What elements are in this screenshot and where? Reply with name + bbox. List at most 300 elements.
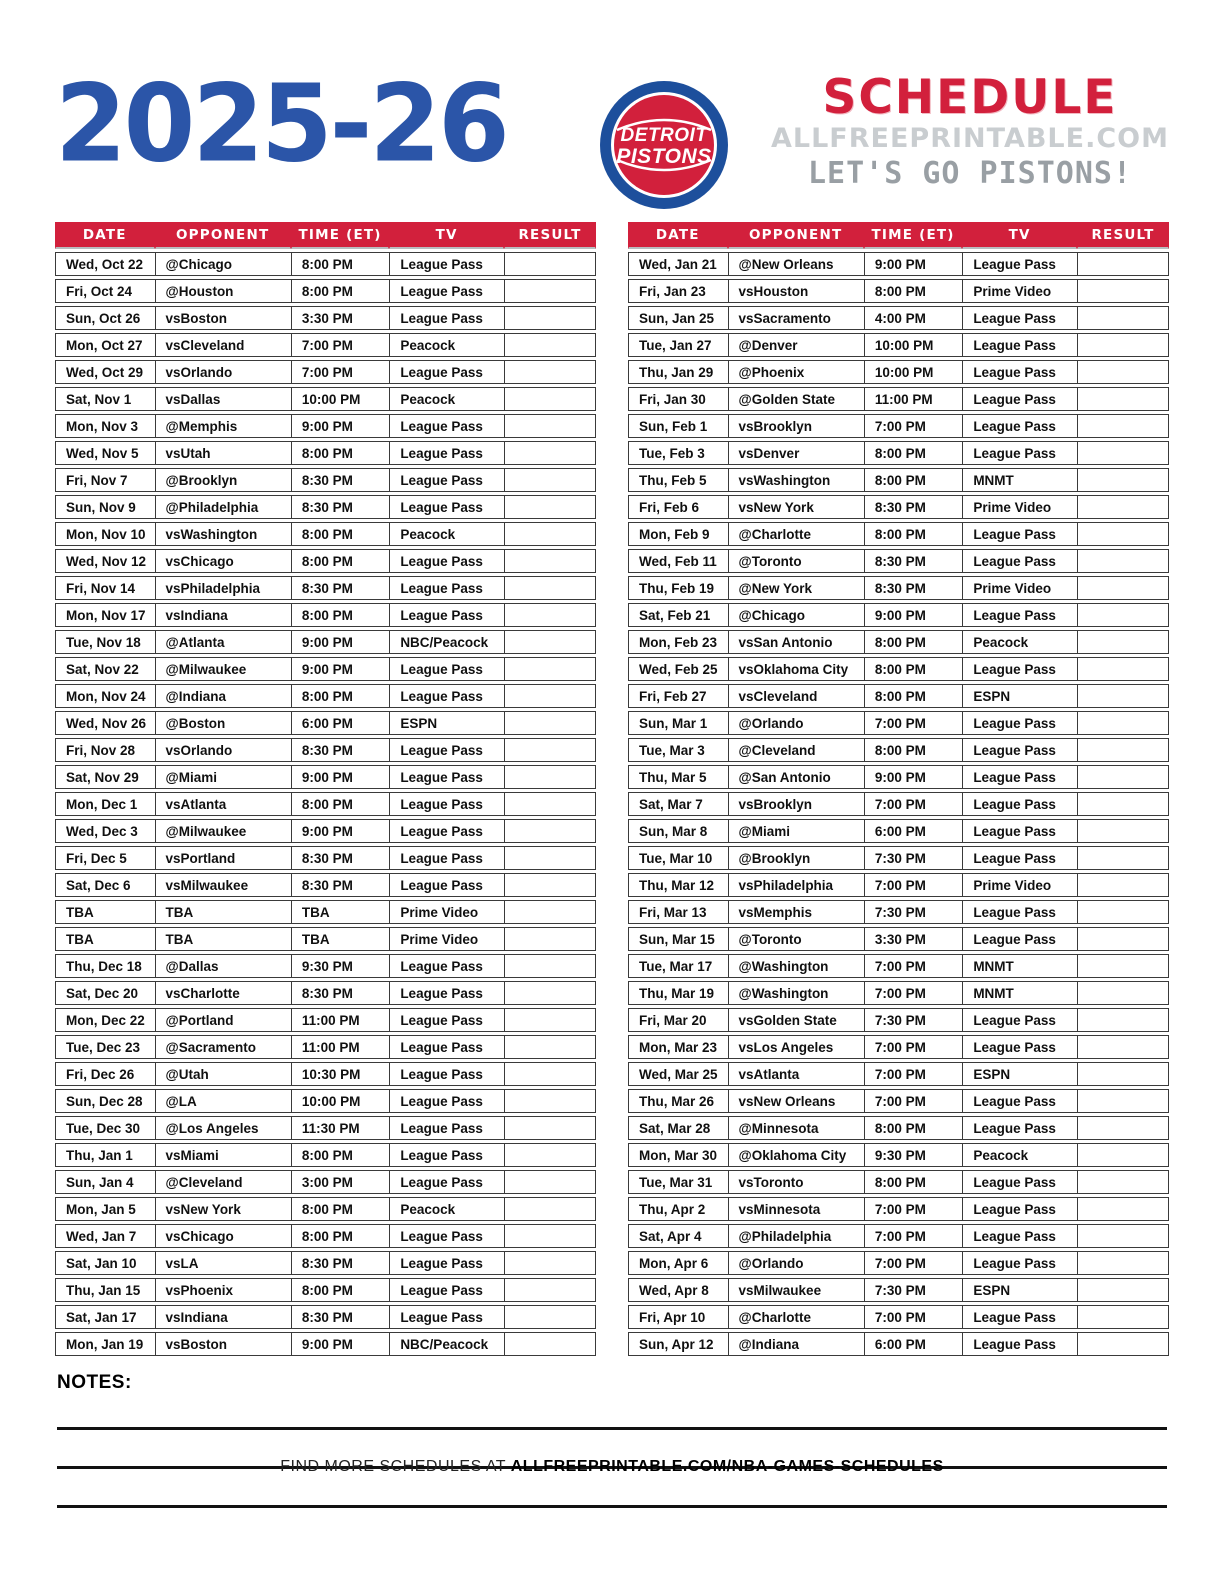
cell-tv: League Pass xyxy=(962,1224,1077,1248)
cell-tv: League Pass xyxy=(962,549,1077,573)
table-row xyxy=(628,252,1169,276)
cell-opponent: vsPhiladelphia xyxy=(728,873,864,897)
cell-tv: League Pass xyxy=(389,792,504,816)
cell-result xyxy=(504,765,596,789)
cell-opponent: @Oklahoma City xyxy=(728,1143,864,1167)
cell-opponent: @Charlotte xyxy=(728,1305,864,1329)
table-row xyxy=(55,549,596,573)
cell-date: Wed, Feb 25 xyxy=(628,657,728,681)
cell-result xyxy=(504,279,596,303)
cell-date: Tue, Dec 23 xyxy=(55,1035,155,1059)
cell-date: Sun, Nov 9 xyxy=(55,495,155,519)
table-row xyxy=(628,1089,1169,1113)
cell-result xyxy=(1077,1062,1169,1086)
cell-opponent: @Miami xyxy=(155,765,291,789)
cell-opponent: @Philadelphia xyxy=(728,1224,864,1248)
cell-result xyxy=(1077,765,1169,789)
cell-date: Sun, Dec 28 xyxy=(55,1089,155,1113)
cell-time: 7:30 PM xyxy=(864,846,962,870)
table-row xyxy=(55,819,596,843)
cell-tv: Prime Video xyxy=(962,495,1077,519)
cell-opponent: vsPhiladelphia xyxy=(155,576,291,600)
table-header-row xyxy=(628,222,1169,249)
cell-opponent: @Cleveland xyxy=(155,1170,291,1194)
cell-opponent: vsOrlando xyxy=(155,738,291,762)
cell-result xyxy=(1077,468,1169,492)
cell-time: 7:00 PM xyxy=(864,954,962,978)
cell-date: Fri, Jan 30 xyxy=(628,387,728,411)
cell-result xyxy=(504,387,596,411)
cell-tv: Prime Video xyxy=(389,900,504,924)
cell-result xyxy=(1077,279,1169,303)
cell-tv: League Pass xyxy=(962,1116,1077,1140)
cell-opponent: TBA xyxy=(155,927,291,951)
cell-time: 11:00 PM xyxy=(291,1035,389,1059)
cell-time: 8:00 PM xyxy=(291,279,389,303)
cell-result xyxy=(504,927,596,951)
cell-date: Mon, Nov 17 xyxy=(55,603,155,627)
table-row xyxy=(55,1035,596,1059)
cell-date: Mon, Dec 22 xyxy=(55,1008,155,1032)
cell-tv: League Pass xyxy=(389,1089,504,1113)
cell-date: Fri, Nov 14 xyxy=(55,576,155,600)
table-row xyxy=(628,522,1169,546)
cell-time: 8:00 PM xyxy=(864,522,962,546)
cell-tv: League Pass xyxy=(962,1305,1077,1329)
cell-tv: League Pass xyxy=(962,387,1077,411)
table-row xyxy=(55,1143,596,1167)
cell-opponent: vsAtlanta xyxy=(728,1062,864,1086)
cell-tv: Peacock xyxy=(962,630,1077,654)
cell-time: 6:00 PM xyxy=(291,711,389,735)
cell-result xyxy=(1077,684,1169,708)
cell-result xyxy=(1077,549,1169,573)
cell-opponent: vsChicago xyxy=(155,549,291,573)
table-row xyxy=(55,1197,596,1221)
table-row xyxy=(628,1332,1169,1356)
cell-date: Mon, Jan 19 xyxy=(55,1332,155,1356)
cell-tv: League Pass xyxy=(962,1251,1077,1275)
cell-time: 8:00 PM xyxy=(291,549,389,573)
cell-result xyxy=(504,1305,596,1329)
cell-tv: League Pass xyxy=(962,819,1077,843)
footer-schedules-link[interactable]: ALLFREEPRINTABLE.COM/NBA-GAMES-SCHEDULES xyxy=(510,1458,944,1475)
table-row xyxy=(628,873,1169,897)
cell-result xyxy=(1077,792,1169,816)
cell-result xyxy=(504,1089,596,1113)
cell-tv: League Pass xyxy=(962,333,1077,357)
table-row xyxy=(628,684,1169,708)
table-row xyxy=(55,1251,596,1275)
cell-time: 8:30 PM xyxy=(291,495,389,519)
cell-tv: ESPN xyxy=(962,1062,1077,1086)
cell-date: Tue, Mar 10 xyxy=(628,846,728,870)
cell-time: 9:00 PM xyxy=(291,765,389,789)
table-row xyxy=(55,792,596,816)
cell-tv: Peacock xyxy=(389,1197,504,1221)
table-row xyxy=(628,603,1169,627)
cell-opponent: vsOrlando xyxy=(155,360,291,384)
title-block xyxy=(771,58,1169,190)
cell-time: 8:30 PM xyxy=(864,495,962,519)
cell-opponent: @Los Angeles xyxy=(155,1116,291,1140)
cell-result xyxy=(504,441,596,465)
cell-date: Tue, Mar 17 xyxy=(628,954,728,978)
cell-opponent: @Milwaukee xyxy=(155,819,291,843)
table-row xyxy=(55,873,596,897)
table-row xyxy=(628,1251,1169,1275)
cell-opponent: @Chicago xyxy=(155,252,291,276)
cell-time: 7:00 PM xyxy=(864,792,962,816)
cell-time: 3:30 PM xyxy=(864,927,962,951)
cell-tv: League Pass xyxy=(962,1170,1077,1194)
cell-tv: League Pass xyxy=(389,738,504,762)
cell-time: 9:00 PM xyxy=(291,819,389,843)
cell-time: 8:00 PM xyxy=(864,738,962,762)
cell-result xyxy=(1077,1197,1169,1221)
cell-result xyxy=(504,819,596,843)
cell-opponent: vsLA xyxy=(155,1251,291,1275)
cell-time: 8:00 PM xyxy=(864,468,962,492)
cell-time: 7:00 PM xyxy=(864,1062,962,1086)
cell-result xyxy=(1077,1170,1169,1194)
cell-date: Mon, Nov 24 xyxy=(55,684,155,708)
cell-tv: Prime Video xyxy=(962,279,1077,303)
cell-opponent: vsMinnesota xyxy=(728,1197,864,1221)
table-row xyxy=(55,576,596,600)
cell-date: Fri, Feb 27 xyxy=(628,684,728,708)
cell-result xyxy=(1077,387,1169,411)
cell-date: Thu, Feb 5 xyxy=(628,468,728,492)
cell-time: 7:00 PM xyxy=(864,981,962,1005)
cell-opponent: vsDenver xyxy=(728,441,864,465)
cell-result xyxy=(1077,630,1169,654)
cell-tv: League Pass xyxy=(389,360,504,384)
cell-date: Fri, Mar 20 xyxy=(628,1008,728,1032)
cell-result xyxy=(504,954,596,978)
table-row xyxy=(628,279,1169,303)
table-row xyxy=(628,1197,1169,1221)
table-row xyxy=(628,306,1169,330)
page-footer xyxy=(0,1458,1224,1476)
logo-text-detroit: DETROIT xyxy=(620,125,708,146)
cell-tv: League Pass xyxy=(389,765,504,789)
cell-opponent: @Brooklyn xyxy=(155,468,291,492)
cell-date: Fri, Mar 13 xyxy=(628,900,728,924)
cell-tv: League Pass xyxy=(962,441,1077,465)
cell-date: Sun, Jan 4 xyxy=(55,1170,155,1194)
cell-time: 8:00 PM xyxy=(291,792,389,816)
cell-tv: League Pass xyxy=(962,1035,1077,1059)
schedule-title: SCHEDULE xyxy=(822,70,1118,125)
cell-tv: ESPN xyxy=(962,684,1077,708)
cell-result xyxy=(504,792,596,816)
cell-tv: League Pass xyxy=(389,954,504,978)
table-row xyxy=(55,1116,596,1140)
cell-time: 10:00 PM xyxy=(864,333,962,357)
page-header xyxy=(55,58,1169,216)
cell-opponent: vsMemphis xyxy=(728,900,864,924)
cell-opponent: @Boston xyxy=(155,711,291,735)
cell-time: 8:30 PM xyxy=(291,873,389,897)
cell-tv: League Pass xyxy=(389,1143,504,1167)
cell-result xyxy=(504,360,596,384)
cell-date: Thu, Apr 2 xyxy=(628,1197,728,1221)
cell-time: 8:30 PM xyxy=(864,576,962,600)
cell-date: Thu, Jan 29 xyxy=(628,360,728,384)
cell-date: Thu, Mar 19 xyxy=(628,981,728,1005)
cell-tv: League Pass xyxy=(389,279,504,303)
cell-result xyxy=(1077,306,1169,330)
cell-opponent: @Orlando xyxy=(728,711,864,735)
cell-time: 7:00 PM xyxy=(864,1305,962,1329)
cell-opponent: @Portland xyxy=(155,1008,291,1032)
cell-date: Thu, Jan 1 xyxy=(55,1143,155,1167)
cell-tv: League Pass xyxy=(962,1332,1077,1356)
cell-date: Sat, Mar 28 xyxy=(628,1116,728,1140)
cell-tv: ESPN xyxy=(389,711,504,735)
table-row xyxy=(55,1008,596,1032)
cell-opponent: @LA xyxy=(155,1089,291,1113)
table-row xyxy=(55,765,596,789)
table-row xyxy=(628,1170,1169,1194)
cell-result xyxy=(504,1035,596,1059)
cell-opponent: vsBoston xyxy=(155,1332,291,1356)
cell-result xyxy=(1077,333,1169,357)
cell-opponent: vsPhoenix xyxy=(155,1278,291,1302)
table-row xyxy=(628,765,1169,789)
cell-result xyxy=(1077,1035,1169,1059)
cell-tv: League Pass xyxy=(962,657,1077,681)
cell-result xyxy=(504,1251,596,1275)
cell-result xyxy=(1077,738,1169,762)
cell-date: Thu, Jan 15 xyxy=(55,1278,155,1302)
table-row xyxy=(55,1062,596,1086)
cell-tv: League Pass xyxy=(962,927,1077,951)
schedule-table-left xyxy=(55,222,596,1359)
cell-tv: Peacock xyxy=(389,333,504,357)
cell-time: 9:00 PM xyxy=(291,1332,389,1356)
cell-opponent: @Cleveland xyxy=(728,738,864,762)
cell-date: Mon, Apr 6 xyxy=(628,1251,728,1275)
cell-time: 8:00 PM xyxy=(864,1116,962,1140)
table-row xyxy=(55,441,596,465)
cell-result xyxy=(504,549,596,573)
table-row xyxy=(55,522,596,546)
cell-date: Thu, Mar 5 xyxy=(628,765,728,789)
cell-date: Sat, Mar 7 xyxy=(628,792,728,816)
cell-date: Tue, Dec 30 xyxy=(55,1116,155,1140)
cell-result xyxy=(1077,1143,1169,1167)
table-row xyxy=(55,657,596,681)
cell-date: Fri, Apr 10 xyxy=(628,1305,728,1329)
cell-date: TBA xyxy=(55,900,155,924)
cell-result xyxy=(1077,1332,1169,1356)
cell-date: Fri, Oct 24 xyxy=(55,279,155,303)
cell-date: Fri, Feb 6 xyxy=(628,495,728,519)
cell-tv: NBC/Peacock xyxy=(389,630,504,654)
cell-opponent: vsCharlotte xyxy=(155,981,291,1005)
cell-date: Sun, Jan 25 xyxy=(628,306,728,330)
table-row xyxy=(55,738,596,762)
cell-tv: League Pass xyxy=(962,414,1077,438)
cell-time: 11:30 PM xyxy=(291,1116,389,1140)
cell-result xyxy=(1077,1008,1169,1032)
table-row xyxy=(55,306,596,330)
cell-tv: League Pass xyxy=(962,738,1077,762)
cell-opponent: vsPortland xyxy=(155,846,291,870)
cell-tv: Peacock xyxy=(389,522,504,546)
cell-date: Fri, Dec 5 xyxy=(55,846,155,870)
cell-date: Mon, Oct 27 xyxy=(55,333,155,357)
table-header-row xyxy=(55,222,596,249)
cell-date: Fri, Jan 23 xyxy=(628,279,728,303)
cell-opponent: @Orlando xyxy=(728,1251,864,1275)
cell-time: 6:00 PM xyxy=(864,1332,962,1356)
cell-time: 4:00 PM xyxy=(864,306,962,330)
cell-opponent: vsLos Angeles xyxy=(728,1035,864,1059)
cell-tv: League Pass xyxy=(389,1305,504,1329)
tagline: LET'S GO PISTONS! xyxy=(807,156,1132,192)
cell-result xyxy=(1077,1278,1169,1302)
cell-date: Tue, Nov 18 xyxy=(55,630,155,654)
cell-result xyxy=(1077,1224,1169,1248)
cell-opponent: @Dallas xyxy=(155,954,291,978)
cell-time: 8:30 PM xyxy=(291,1305,389,1329)
cell-time: 9:00 PM xyxy=(864,252,962,276)
col-header-result: RESULT xyxy=(1077,222,1169,249)
cell-tv: League Pass xyxy=(389,414,504,438)
cell-opponent: @Washington xyxy=(728,954,864,978)
cell-date: Sat, Apr 4 xyxy=(628,1224,728,1248)
logo-text-pistons: PISTONS xyxy=(616,145,712,168)
cell-opponent: @Denver xyxy=(728,333,864,357)
cell-result xyxy=(504,1143,596,1167)
cell-opponent: vsGolden State xyxy=(728,1008,864,1032)
cell-result xyxy=(1077,414,1169,438)
col-header-result: RESULT xyxy=(504,222,596,249)
cell-result xyxy=(1077,819,1169,843)
cell-opponent: vsOklahoma City xyxy=(728,657,864,681)
cell-result xyxy=(1077,1089,1169,1113)
cell-tv: League Pass xyxy=(389,549,504,573)
table-row xyxy=(628,576,1169,600)
cell-result xyxy=(504,1170,596,1194)
cell-time: 8:00 PM xyxy=(864,1170,962,1194)
cell-time: 10:00 PM xyxy=(291,1089,389,1113)
cell-tv: League Pass xyxy=(962,792,1077,816)
cell-tv: League Pass xyxy=(389,981,504,1005)
cell-opponent: @Miami xyxy=(728,819,864,843)
table-row xyxy=(55,1278,596,1302)
cell-tv: League Pass xyxy=(389,1116,504,1140)
cell-time: 9:00 PM xyxy=(864,603,962,627)
cell-result xyxy=(1077,981,1169,1005)
cell-time: 8:00 PM xyxy=(291,1278,389,1302)
cell-result xyxy=(1077,1116,1169,1140)
table-row xyxy=(55,684,596,708)
cell-opponent: @Washington xyxy=(728,981,864,1005)
cell-result xyxy=(1077,1251,1169,1275)
table-row xyxy=(628,387,1169,411)
cell-tv: League Pass xyxy=(389,576,504,600)
cell-time: 8:30 PM xyxy=(291,468,389,492)
cell-tv: League Pass xyxy=(389,684,504,708)
cell-time: 6:00 PM xyxy=(864,819,962,843)
season-title: 2025-26 xyxy=(55,61,507,187)
table-row xyxy=(628,1224,1169,1248)
cell-time: 11:00 PM xyxy=(864,387,962,411)
cell-time: 8:00 PM xyxy=(291,252,389,276)
table-row xyxy=(628,333,1169,357)
cell-tv: League Pass xyxy=(389,1008,504,1032)
cell-opponent: @Indiana xyxy=(728,1332,864,1356)
cell-tv: League Pass xyxy=(962,1197,1077,1221)
cell-result xyxy=(504,1008,596,1032)
cell-result xyxy=(1077,1305,1169,1329)
cell-time: 9:30 PM xyxy=(864,1143,962,1167)
cell-opponent: vsChicago xyxy=(155,1224,291,1248)
cell-date: Tue, Jan 27 xyxy=(628,333,728,357)
cell-time: 8:00 PM xyxy=(291,684,389,708)
cell-tv: Peacock xyxy=(389,387,504,411)
cell-date: Sun, Apr 12 xyxy=(628,1332,728,1356)
table-row xyxy=(628,792,1169,816)
cell-opponent: vsIndiana xyxy=(155,1305,291,1329)
cell-time: 7:00 PM xyxy=(864,1089,962,1113)
table-row xyxy=(55,1305,596,1329)
table-row xyxy=(55,387,596,411)
cell-opponent: vsSacramento xyxy=(728,306,864,330)
cell-result xyxy=(1077,360,1169,384)
cell-date: Fri, Nov 28 xyxy=(55,738,155,762)
cell-date: Mon, Nov 3 xyxy=(55,414,155,438)
table-row xyxy=(55,279,596,303)
table-row xyxy=(628,468,1169,492)
cell-date: Wed, Jan 7 xyxy=(55,1224,155,1248)
cell-tv: League Pass xyxy=(389,873,504,897)
cell-opponent: vsNew Orleans xyxy=(728,1089,864,1113)
cell-result xyxy=(504,981,596,1005)
cell-opponent: @Toronto xyxy=(728,549,864,573)
cell-result xyxy=(1077,657,1169,681)
cell-time: 8:30 PM xyxy=(291,576,389,600)
table-row xyxy=(55,333,596,357)
table-row xyxy=(55,954,596,978)
cell-result xyxy=(504,711,596,735)
table-row xyxy=(628,414,1169,438)
cell-tv: MNMT xyxy=(962,954,1077,978)
table-row xyxy=(628,1062,1169,1086)
table-row xyxy=(628,981,1169,1005)
cell-tv: League Pass xyxy=(389,1224,504,1248)
cell-opponent: vsCleveland xyxy=(155,333,291,357)
table-row xyxy=(55,1332,596,1356)
cell-date: Tue, Mar 31 xyxy=(628,1170,728,1194)
cell-tv: League Pass xyxy=(962,1008,1077,1032)
cell-time: 8:00 PM xyxy=(291,1224,389,1248)
table-row xyxy=(55,252,596,276)
cell-date: Sun, Mar 15 xyxy=(628,927,728,951)
table-row xyxy=(628,630,1169,654)
cell-tv: League Pass xyxy=(962,711,1077,735)
cell-time: 8:00 PM xyxy=(864,630,962,654)
col-header-tv: TV xyxy=(962,222,1077,249)
cell-result xyxy=(504,1278,596,1302)
cell-opponent: @San Antonio xyxy=(728,765,864,789)
cell-tv: League Pass xyxy=(962,603,1077,627)
site-name: ALLFREEPRINTABLE.COM xyxy=(770,123,1169,154)
